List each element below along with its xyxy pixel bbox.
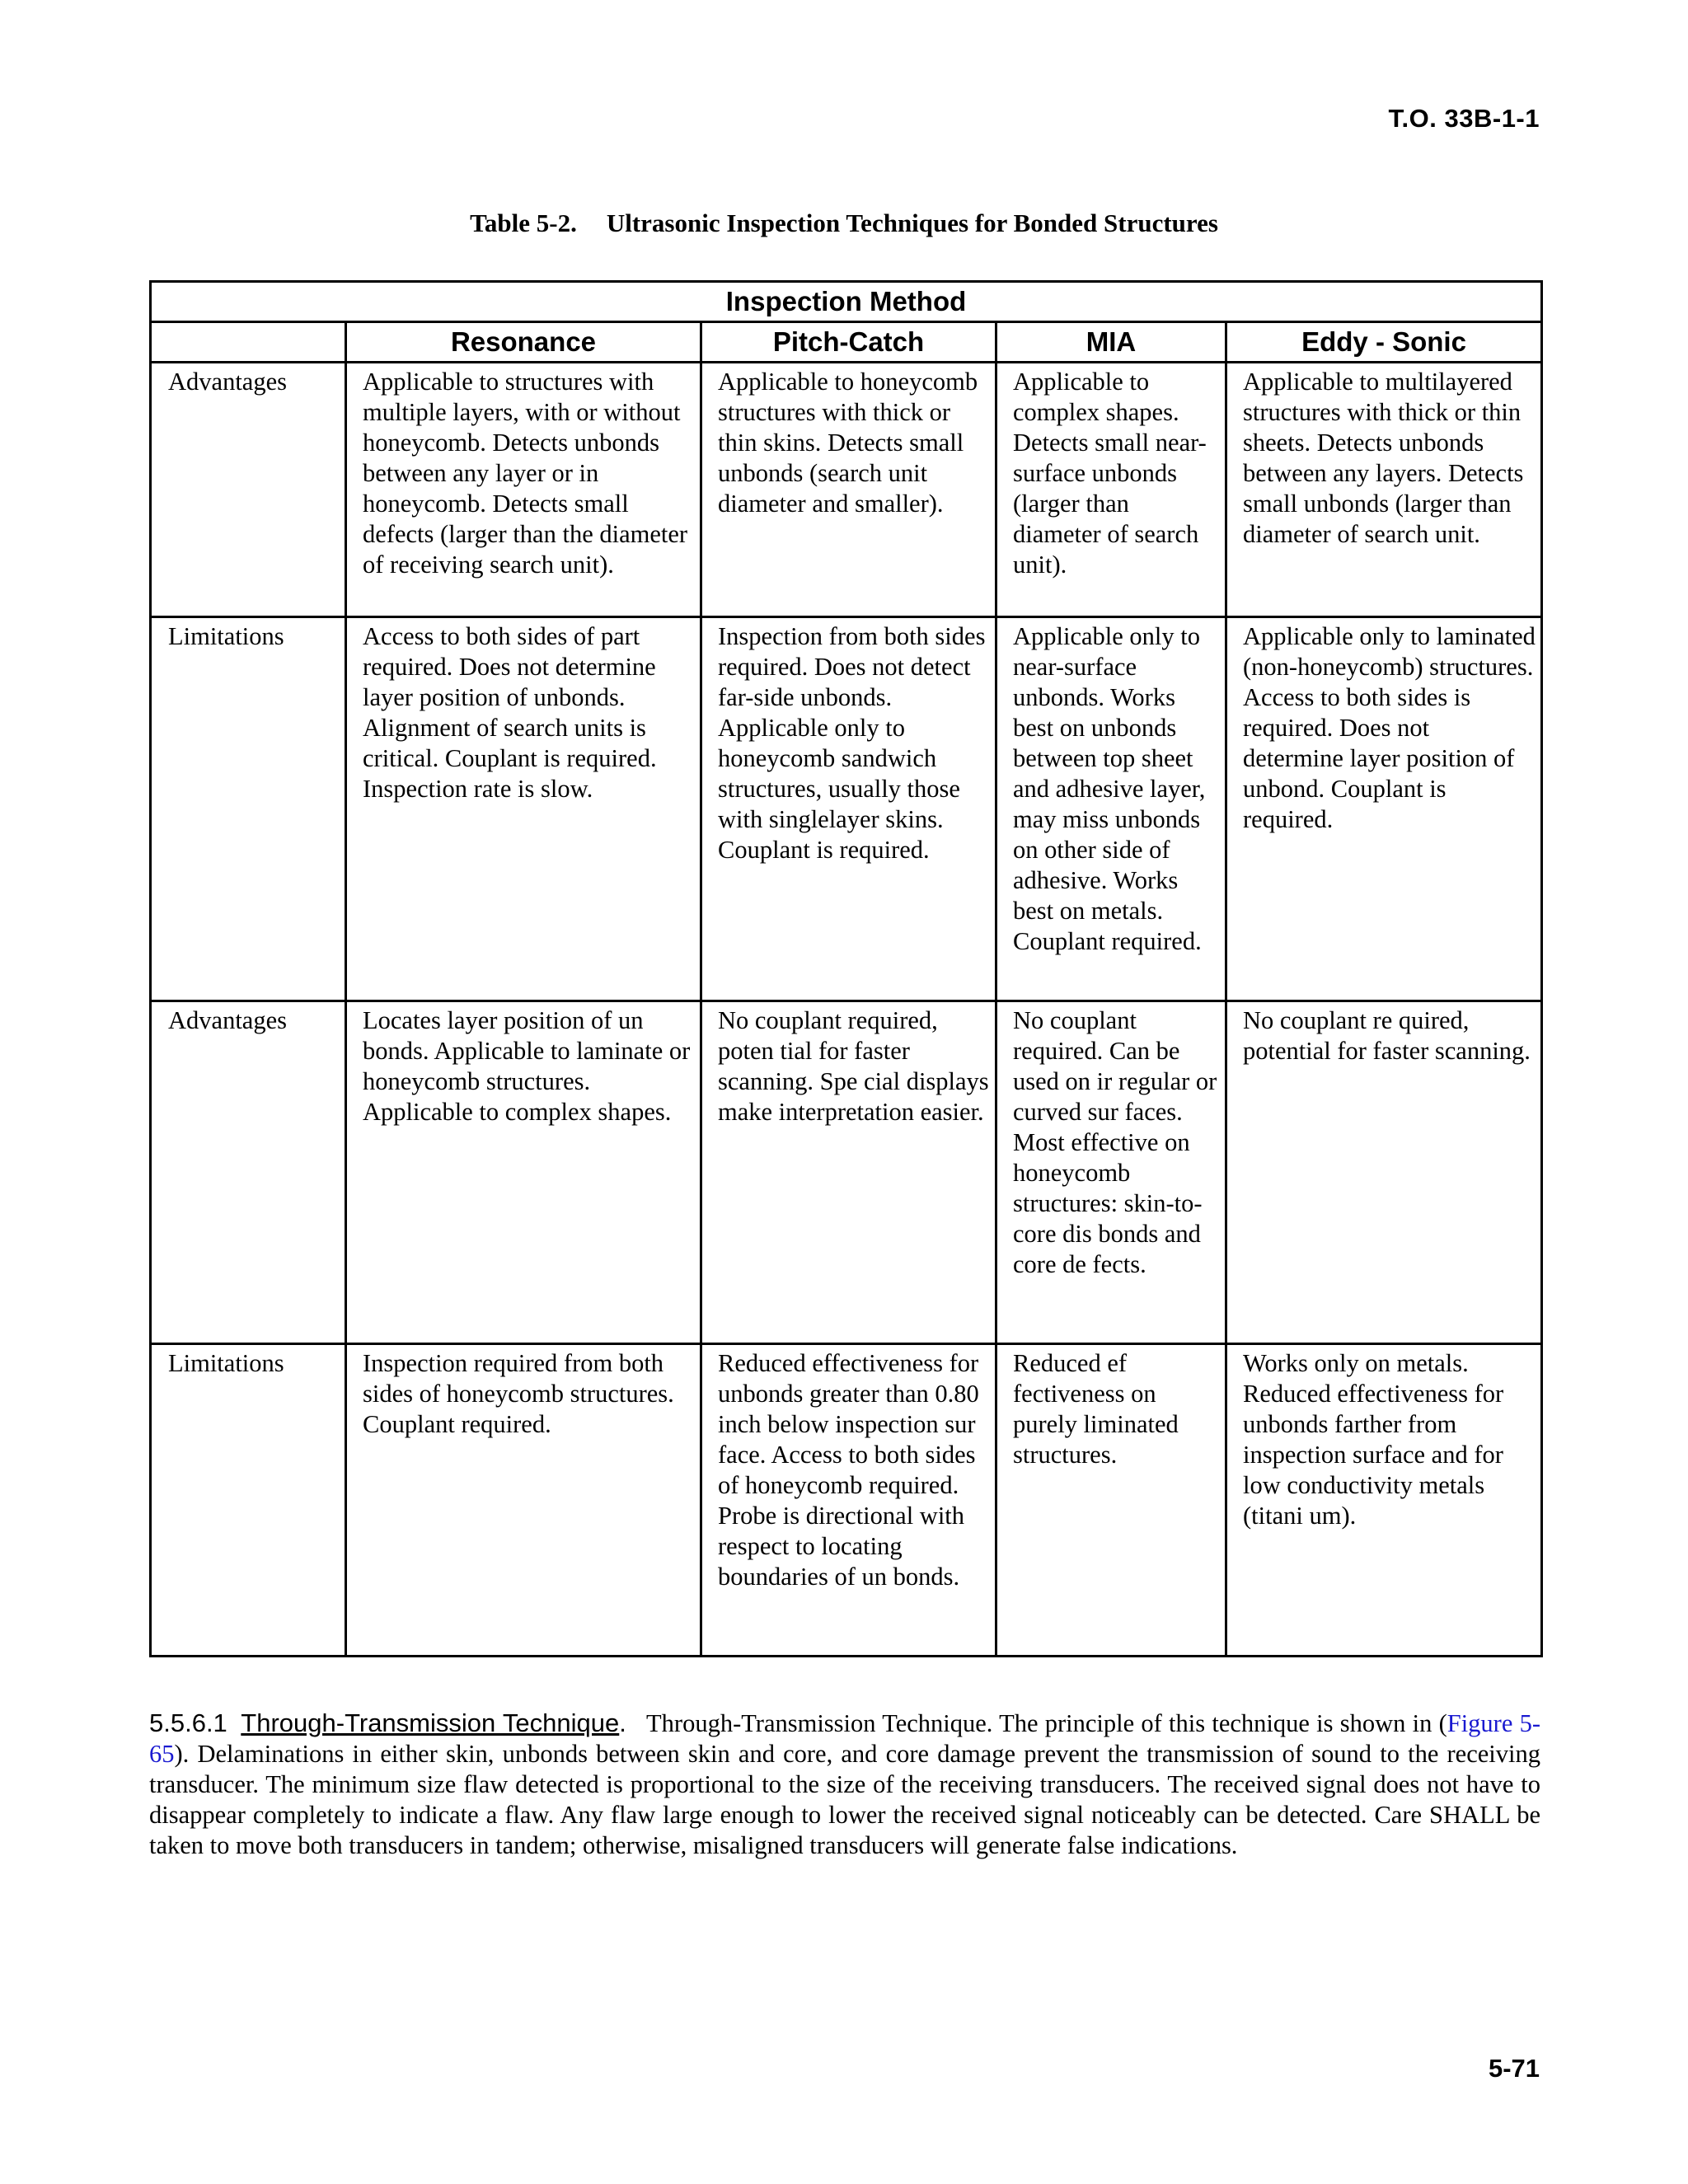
table-cell: Reduced ef fectiveness on purely liminated structures. (996, 1344, 1226, 1657)
table-cell: Access to both sides of part required. Does not determine layer position of unbonds. Alignment of search units is critical. Couplant is required. Inspection rate is slow. (346, 617, 701, 1001)
table-group-header-row (151, 282, 1542, 322)
column-header-mia: MIA (996, 322, 1226, 363)
table-cell: Inspection from both sides required. Does not detect far-side unbonds. Applicable only to honeycomb sandwich structures, usually those with singlelayer skins. Couplant is required. (701, 617, 996, 1001)
table-caption (0, 209, 1688, 238)
row-label: Limitations (151, 1344, 346, 1657)
table-cell: Applicable to structures with multiple layers, with or without honeycomb. Detects unbonds between any layer or in honeycomb. Detects small defects (larger than the diameter of receiving search unit). (346, 363, 701, 617)
document-id: T.O. 33B-1-1 (1388, 104, 1540, 133)
table-row (151, 1001, 1542, 1344)
table-row (151, 1344, 1542, 1657)
table-cell: No couplant required. Can be used on ir regular or curved sur faces. Most effective on honeycomb structures: skin-to-core dis bonds and core de fects. (996, 1001, 1226, 1344)
table-title: Ultrasonic Inspection Techniques for Bonded Structures (606, 209, 1218, 237)
header-blank-cell (151, 322, 346, 363)
table-cell: Reduced effectiveness for unbonds greater than 0.80 inch below inspection sur face. Access to both sides of honeycomb required. Probe is directional with respect to locating boundaries of un bonds. (701, 1344, 996, 1657)
table-cell: No couplant re quired, potential for faster scanning. (1226, 1001, 1542, 1344)
group-header: Inspection Method (151, 282, 1542, 322)
body-paragraph: 5.5.6.1 Through-Transmission Technique. Through-Transmission Technique. The principle of this technique is shown in (Figure 5-65). Delaminations in either skin, unbonds between skin and core, and core damage prevent the transmission of sound to the receiving transducer. The minimum size flaw detected is proportional to the size of the receiving transducers. The received signal does not have to disappear completely to indicate a flaw. Any flaw large enough to lower the received signal noticeably can be detected. Care SHALL be taken to move both transducers in tandem; otherwise, misaligned transducers will generate false indications. (149, 1708, 1541, 1859)
paragraph-title: Through-Transmission Technique (241, 1708, 620, 1737)
inspection-techniques-table (149, 280, 1543, 1657)
table-row (151, 363, 1542, 617)
table-cell: Inspection required from both sides of honeycomb structures. Couplant required. (346, 1344, 701, 1657)
table-cell: No couplant required, poten tial for faster scanning. Spe cial displays make interpretation easier. (701, 1001, 996, 1344)
table-cell: Applicable only to near-surface unbonds. Works best on unbonds between top sheet and adhesive layer, may miss unbonds on other side of adhesive. Works best on metals. Couplant required. (996, 617, 1226, 1001)
page-number: 5-71 (1488, 2054, 1540, 2083)
table-column-header-row (151, 322, 1542, 363)
table-cell: Applicable to complex shapes. Detects small near-surface unbonds (larger than diameter of search unit). (996, 363, 1226, 617)
paragraph-text-rest: ). Delaminations in either skin, unbonds between skin and core, and core damage prevent the transmission of sound to the receiving transducer. The minimum size flaw detected is proportional to the size of the receiving transducers. The received signal does not have to disappear completely to indicate a flaw. Any flaw large enough to lower the received signal noticeably can be detected. Care SHALL be taken to move both transducers in tandem; otherwise, misaligned transducers will generate false indications. (149, 1740, 1540, 1859)
table-row (151, 617, 1542, 1001)
paragraph-text-start: Through-Transmission Technique. The principle of this technique is shown in ( (646, 1709, 1447, 1737)
column-header-eddy-sonic: Eddy - Sonic (1226, 322, 1542, 363)
paragraph-number: 5.5.6.1 (149, 1708, 227, 1737)
figure-reference-link[interactable]: Figure 5-65 (149, 1709, 1541, 1768)
row-label: Advantages (151, 1001, 346, 1344)
table-cell: Applicable to honeycomb structures with thick or thin skins. Detects small unbonds (search unit diameter and smaller). (701, 363, 996, 617)
table-number: Table 5-2. (470, 209, 577, 237)
table-cell: Works only on metals. Reduced effectiveness for unbonds farther from inspection surface and for low conductivity metals (titani um). (1226, 1344, 1542, 1657)
column-header-pitch-catch: Pitch-Catch (701, 322, 996, 363)
row-label: Limitations (151, 617, 346, 1001)
table-cell: Applicable to multilayered structures with thick or thin sheets. Detects unbonds between any layers. Detects small unbonds (larger than diameter of search unit. (1226, 363, 1542, 617)
table-cell: Applicable only to laminated (non-honeycomb) structures. Access to both sides is required. Does not determine layer position of unbond. Couplant is required. (1226, 617, 1542, 1001)
column-header-resonance: Resonance (346, 322, 701, 363)
row-label: Advantages (151, 363, 346, 617)
table-cell: Locates layer position of un bonds. Applicable to laminate or honeycomb structures. Applicable to complex shapes. (346, 1001, 701, 1344)
